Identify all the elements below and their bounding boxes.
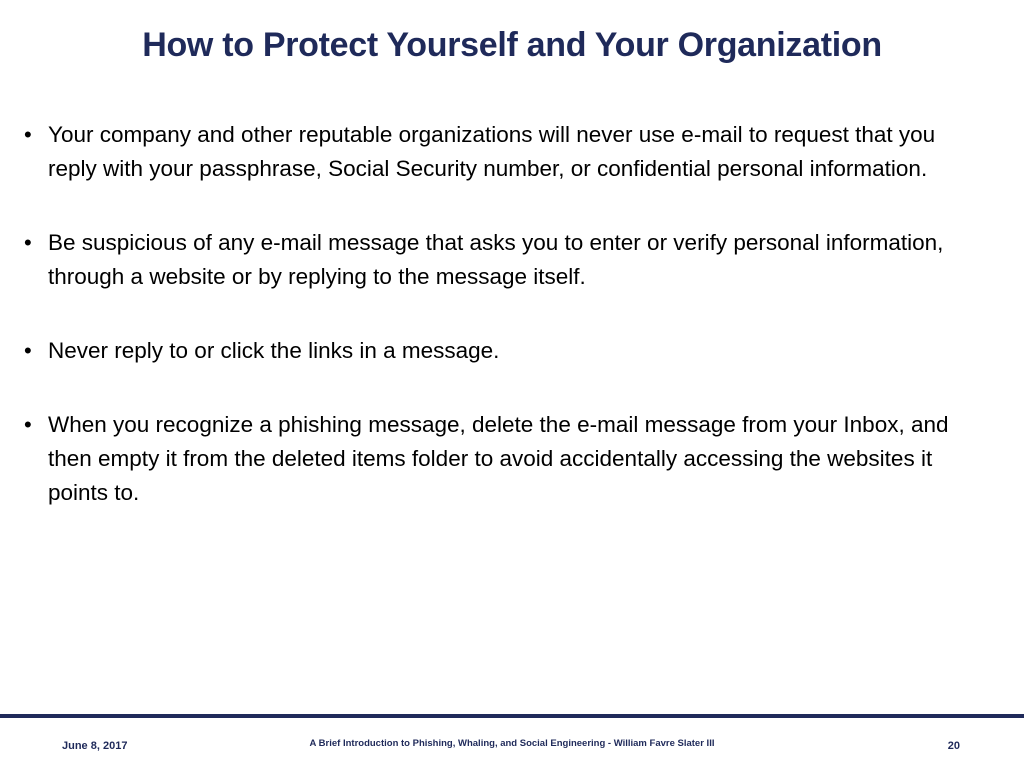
bullet-list [20, 118, 980, 550]
bullet-item [20, 334, 980, 368]
bullet-dot-icon: • [24, 230, 32, 255]
footer-divider [0, 714, 1024, 718]
bullet-text: Your company and other reputable organizations will never use e-mail to request that you reply with your passphrase, Social Security number, or confidential personal information. [48, 122, 936, 181]
bullet-text: Never reply to or click the links in a message. [48, 338, 500, 363]
bullet-text: Be suspicious of any e-mail message that asks you to enter or verify personal information, through a website or by replying to the message itself. [48, 230, 944, 289]
bullet-item [20, 408, 980, 510]
bullet-dot-icon: • [24, 412, 32, 437]
bullet-text: When you recognize a phishing message, delete the e-mail message from your Inbox, and then empty it from the deleted items folder to avoid accidentally accessing the websites it points to. [48, 412, 949, 505]
page-number: 20 [947, 740, 960, 752]
slide-title: How to Protect Yourself and Your Organization [142, 26, 882, 64]
bullet-item [20, 118, 980, 186]
bullet-dot-icon: • [24, 122, 32, 147]
bullet-dot-icon: • [24, 338, 32, 363]
footer-presentation-title: A Brief Introduction to Phishing, Whaling, and Social Engineering - William Favre Slater III [309, 738, 715, 749]
footer [0, 736, 1024, 760]
footer-date: June 8, 2017 [62, 740, 128, 752]
bullet-item [20, 226, 980, 294]
